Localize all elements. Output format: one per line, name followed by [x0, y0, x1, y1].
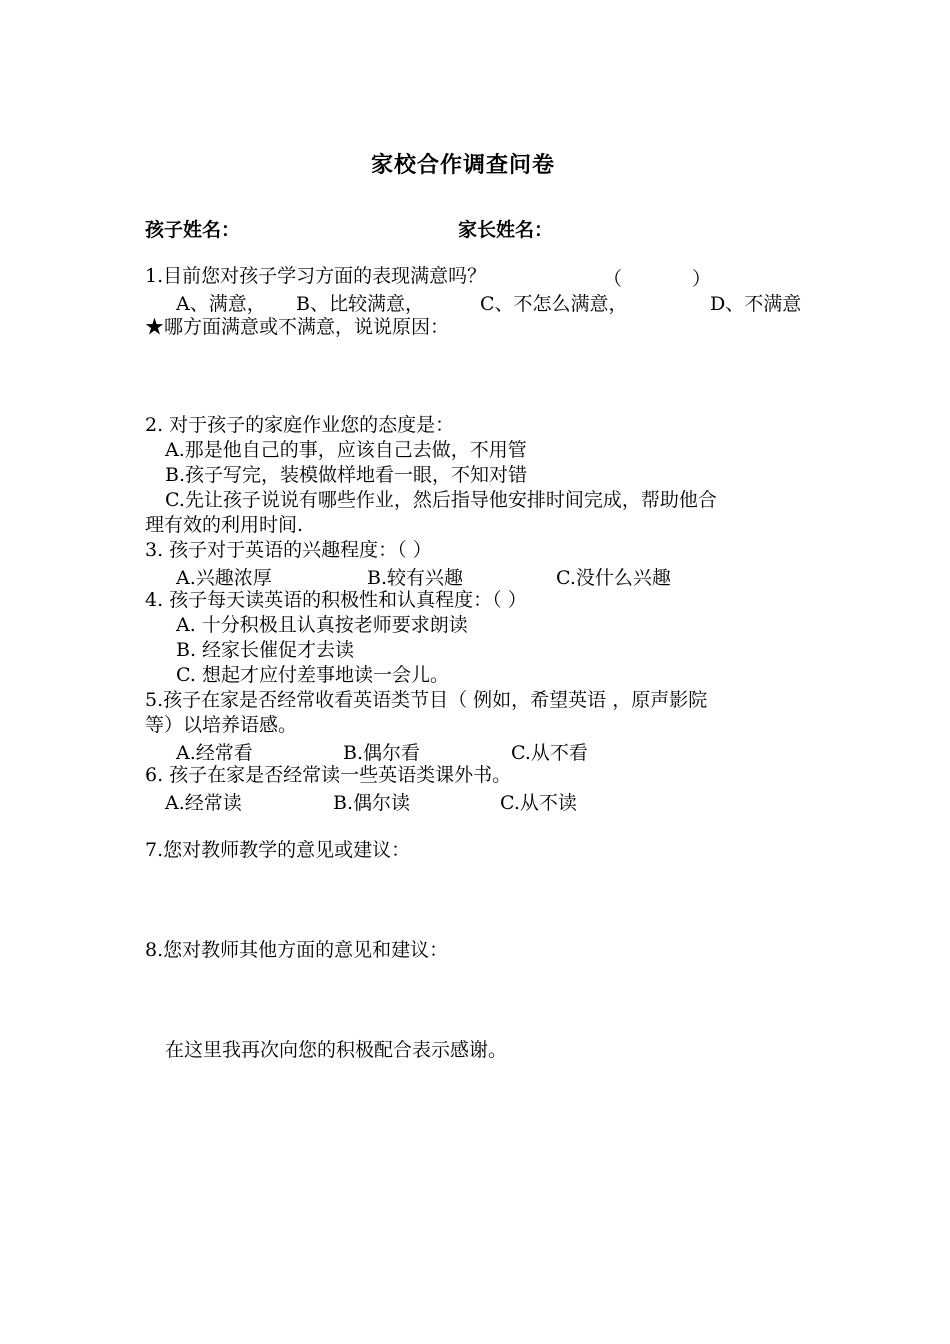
q6-option-a: A.经常读 — [165, 792, 242, 814]
q4-option-a: A. 十分积极且认真按老师要求朗读 — [176, 614, 468, 636]
question-8: 8.您对教师其他方面的意见和建议： — [145, 939, 449, 961]
q3-option-b: B.较有兴趣 — [367, 567, 464, 589]
child-name-label: 孩子姓名： — [145, 219, 241, 241]
question-1: 1.目前您对孩子学习方面的表现满意吗？ — [145, 265, 487, 287]
q5-option-c: C.从不看 — [511, 742, 588, 764]
q2-option-b: B.孩子写完，装模做样地看一眼，不知对错 — [165, 464, 528, 486]
q1-option-b: B、比较满意， — [296, 293, 424, 315]
q6-option-c: C.从不读 — [500, 792, 577, 814]
q3-option-c: C.没什么兴趣 — [556, 567, 671, 589]
q5-continuation: 等）以培养语感。 — [145, 714, 298, 736]
question-3: 3. 孩子对于英语的兴趣程度：（ ） — [145, 539, 432, 561]
question-2: 2. 对于孩子的家庭作业您的态度是： — [145, 414, 455, 436]
q4-option-b: B. 经家长催促才去读 — [176, 639, 355, 661]
q4-option-c: C. 想起才应付差事地读一会儿。 — [176, 664, 449, 686]
q2-continuation: 理有效的利用时间. — [145, 514, 304, 536]
question-7: 7.您对教师教学的意见或建议： — [145, 839, 411, 861]
q1-option-c: C、不怎么满意， — [480, 293, 628, 315]
closing-thanks: 在这里我再次向您的积极配合表示感谢。 — [165, 1039, 508, 1061]
q1-paren-close: ） — [692, 268, 712, 290]
q3-option-a: A.兴趣浓厚 — [176, 567, 272, 589]
page-title: 家校合作调查问卷 — [370, 152, 555, 178]
question-6: 6. 孩子在家是否经常读一些英语类课外书。 — [145, 764, 512, 786]
q5-option-a: A.经常看 — [176, 742, 253, 764]
q1-followup: ★哪方面满意或不满意，说说原因： — [145, 316, 450, 338]
question-5: 5.孩子在家是否经常收看英语类节目（ 例如，希望英语 ，原声影院 — [145, 689, 708, 711]
q2-option-a: A.那是他自己的事，应该自己去做，不用管 — [165, 439, 527, 461]
question-4: 4. 孩子每天读英语的积极性和认真程度：（ ） — [145, 589, 527, 611]
q1-option-a: A、满意， — [176, 293, 266, 315]
q1-option-d: D、不满意 — [710, 293, 802, 315]
q2-option-c: C.先让孩子说说有哪些作业，然后指导他安排时间完成，帮助他合 — [165, 489, 717, 511]
name-fields — [145, 215, 554, 242]
q5-option-b: B.偶尔看 — [343, 742, 421, 764]
q1-paren-open: （ — [603, 268, 623, 290]
parent-name-label: 家长姓名： — [458, 219, 554, 241]
q6-option-b: B.偶尔读 — [333, 792, 411, 814]
